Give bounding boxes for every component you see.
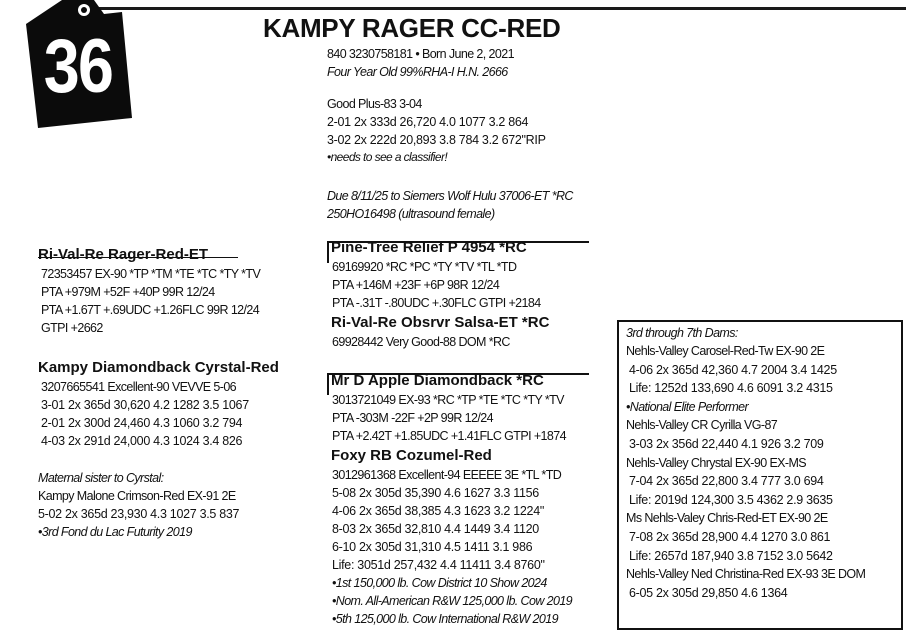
sire-of-dam-block bbox=[331, 371, 566, 445]
sire-block bbox=[38, 245, 260, 337]
dam-line: 3207665541 Excellent-90 VEVVE 5-06 bbox=[41, 380, 237, 394]
sire-of-sire-block bbox=[331, 238, 541, 312]
dam-of-dam-note: •1st 150,000 lb. Cow District 10 Show 2024 bbox=[332, 576, 547, 590]
header-info bbox=[327, 45, 514, 81]
dam-block bbox=[38, 358, 279, 450]
extended-dam-record: Life: 2019d 124,300 3.5 4362 2.9 3635 bbox=[629, 492, 833, 507]
production-record: 2-01 2x 333d 26,720 4.0 1077 3.2 864 bbox=[327, 115, 529, 129]
sire-line: PTA +979M +52F +40P 99R 12/24 bbox=[41, 285, 215, 299]
extended-dam-record: Life: 1252d 133,690 4.6 6091 3.2 4315 bbox=[629, 381, 833, 396]
dam-of-dam-note: •5th 125,000 lb. Cow International R&W 2019 bbox=[332, 612, 558, 626]
classification-block bbox=[327, 95, 546, 166]
dam-name: Kampy Diamondback Cyrstal-Red bbox=[38, 359, 279, 376]
classification-score: Good Plus-83 3-04 bbox=[327, 97, 422, 111]
dam-of-dam-note: •Nom. All-American R&W 125,000 lb. Cow 2019 bbox=[332, 594, 573, 608]
sire-line: PTA +1.67T +.69UDC +1.26FLC 99R 12/24 bbox=[41, 303, 260, 317]
extended-dams-title: 3rd through 7th Dams: bbox=[626, 326, 738, 340]
dam-of-dam-block bbox=[331, 446, 572, 628]
extended-dam-name: Ms Nehls-Valey Chris-Red-ET EX-90 2E bbox=[626, 511, 828, 526]
top-rule bbox=[86, 7, 906, 10]
extended-dam-record: 7-04 2x 365d 22,800 3.4 777 3.0 694 bbox=[629, 474, 824, 489]
age-line: Four Year Old 99%RHA-I H.N. 2666 bbox=[327, 65, 508, 79]
extended-dam-name: Nehls-Valley Ned Christina-Red EX-93 3E DOM bbox=[626, 567, 866, 582]
extended-dam-record: 3-03 2x 356d 22,440 4.1 926 3.2 709 bbox=[629, 436, 824, 451]
lot-number: 36 bbox=[43, 24, 113, 109]
maternal-sister-block bbox=[38, 469, 239, 541]
dam-record: 2-01 2x 300d 24,460 4.3 1060 3.2 794 bbox=[41, 416, 243, 430]
dam-of-dam-record: 4-06 2x 365d 38,385 4.3 1623 3.2 1224" bbox=[332, 504, 544, 518]
sire-of-dam-line: PTA -303M -22F +2P 99R 12/24 bbox=[332, 411, 493, 425]
extended-dam-note: •National Elite Performer bbox=[626, 399, 749, 414]
maternal-sister-name: Kampy Malone Crimson-Red EX-91 2E bbox=[38, 489, 236, 503]
sire-of-sire-line: 69169920 *RC *PC *TY *TV *TL *TD bbox=[332, 260, 517, 274]
sire-of-dam-line: PTA +2.42T +1.85UDC +1.41FLC GTPI +1874 bbox=[332, 429, 566, 443]
dam-of-dam-name: Foxy RB Cozumel-Red bbox=[331, 447, 492, 464]
sire-name: Ri-Val-Re Rager-Red-ET bbox=[38, 246, 209, 263]
sire-of-dam-name: Mr D Apple Diamondback *RC bbox=[331, 372, 544, 389]
sire-of-sire-line: PTA -.31T -.80UDC +.30FLC GTPI +2184 bbox=[332, 296, 541, 310]
animal-name: KAMPY RAGER CC-RED bbox=[263, 13, 561, 43]
due-date-line: Due 8/11/25 to Siemers Wolf Hulu 37006-ET *RC bbox=[327, 189, 573, 203]
maternal-sister-note: •3rd Fond du Lac Futurity 2019 bbox=[38, 525, 192, 539]
dam-of-dam-life-record: Life: 3051d 257,432 4.4 11411 3.4 8760" bbox=[332, 558, 545, 572]
sire-line: 72353457 EX-90 *TP *TM *TE *TC *TY *TV bbox=[41, 267, 261, 281]
dam-of-dam-record: 8-03 2x 365d 32,810 4.4 1449 3.4 1120 bbox=[332, 522, 539, 536]
extended-dam-name: Nehls-Valley Carosel-Red-Tw EX-90 2E bbox=[626, 344, 825, 358]
extended-dam-record: 6-05 2x 305d 29,850 4.6 1364 bbox=[629, 585, 788, 600]
classification-note: •needs to see a classifier! bbox=[327, 150, 448, 164]
dam-of-sire-line: 69928442 Very Good-88 DOM *RC bbox=[332, 335, 510, 349]
sire-line: GTPI +2662 bbox=[41, 321, 103, 335]
extended-dam-name: Nehls-Valley CR Cyrilla VG-87 bbox=[626, 418, 778, 433]
dam-of-dam-line: 3012961368 Excellent-94 EEEEE 3E *TL *TD bbox=[332, 468, 562, 482]
production-record: 3-02 2x 222d 20,893 3.8 784 3.2 672"RIP bbox=[327, 133, 546, 147]
sire-of-sire-line: PTA +146M +23F +6P 98R 12/24 bbox=[332, 278, 500, 292]
dam-record: 4-03 2x 291d 24,000 4.3 1024 3.4 826 bbox=[41, 434, 243, 448]
due-block bbox=[327, 187, 573, 223]
registration-line: 840 3230758181 • Born June 2, 2021 bbox=[327, 47, 514, 61]
dam-of-sire-block bbox=[331, 313, 549, 351]
sire-of-sire-name: Pine-Tree Relief P 4954 *RC bbox=[331, 239, 527, 256]
due-sire-line: 250HO16498 (ultrasound female) bbox=[327, 207, 495, 221]
extended-dams-list bbox=[626, 324, 865, 602]
extended-dam-name: Nehls-Valley Chrystal EX-90 EX-MS bbox=[626, 455, 807, 470]
extended-dam-record: Life: 2657d 187,940 3.8 7152 3.0 5642 bbox=[629, 548, 833, 563]
dam-of-dam-record: 5-08 2x 305d 35,390 4.6 1627 3.3 1156 bbox=[332, 486, 539, 500]
lot-tag bbox=[22, 0, 132, 128]
extended-dam-record: 4-06 2x 365d 42,360 4.7 2004 3.4 1425 bbox=[629, 362, 837, 377]
dam-record: 3-01 2x 365d 30,620 4.2 1282 3.5 1067 bbox=[41, 398, 249, 412]
extended-dam-record: 7-08 2x 365d 28,900 4.4 1270 3.0 861 bbox=[629, 529, 831, 544]
maternal-sister-record: 5-02 2x 365d 23,930 4.3 1027 3.5 837 bbox=[38, 507, 240, 521]
dam-of-sire-name: Ri-Val-Re Obsrvr Salsa-ET *RC bbox=[331, 314, 550, 331]
maternal-sister-label: Maternal sister to Cyrstal: bbox=[38, 471, 164, 485]
sire-of-dam-line: 3013721049 EX-93 *RC *TP *TE *TC *TY *TV bbox=[332, 393, 564, 407]
dam-of-dam-record: 6-10 2x 305d 31,310 4.5 1411 3.1 986 bbox=[332, 540, 533, 554]
